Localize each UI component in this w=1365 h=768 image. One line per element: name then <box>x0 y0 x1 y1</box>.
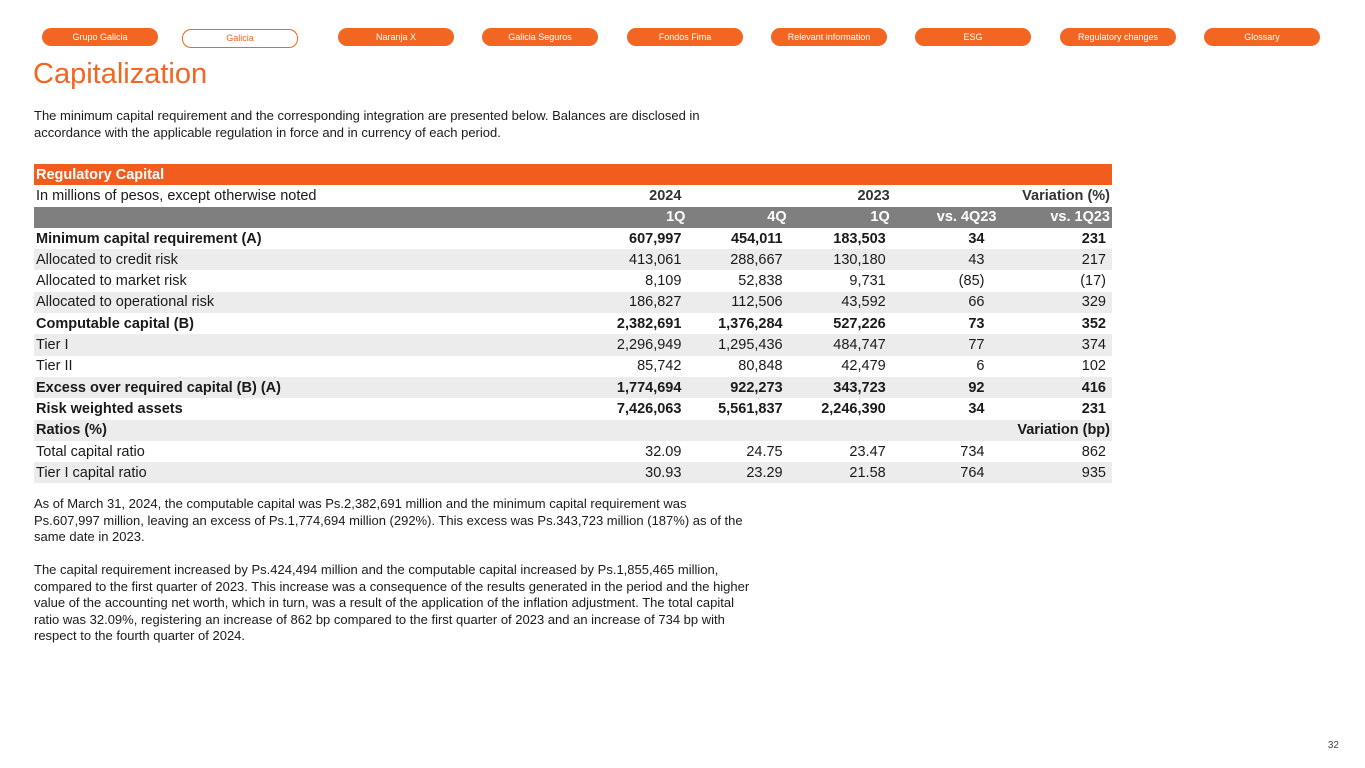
table-row <box>34 441 1112 462</box>
cell-vs-4q23: 43 <box>892 249 999 270</box>
cell-1q-2023: 42,479 <box>841 358 886 375</box>
units-label: In millions of pesos, except otherwise noted <box>34 185 590 206</box>
cell-vs-4q23: 764 <box>892 462 999 483</box>
cell-1q-2024: 8,109 <box>645 273 682 290</box>
col-1q-2023: 1Q <box>789 207 892 228</box>
cell-4q-2023: 52,838 <box>738 273 783 290</box>
cell-vs-1q23: 374 <box>998 334 1112 355</box>
row-label: Allocated to operational risk <box>34 292 590 313</box>
cell-vs-1q23: 935 <box>998 462 1112 483</box>
nav-galicia-seguros[interactable]: Galicia Seguros <box>482 28 598 46</box>
cell-1q-2023: 21.58 <box>789 462 892 483</box>
cell-1q-2023: 23.47 <box>849 443 886 460</box>
cell-vs-1q23: 217 <box>998 249 1112 270</box>
cell-vs-4q23: 66 <box>892 292 999 313</box>
cell-1q-2023: 43,592 <box>789 292 892 313</box>
cell-4q-2023: 288,667 <box>687 249 788 270</box>
cell-1q-2024: 85,742 <box>637 358 682 375</box>
table-row <box>34 292 1112 313</box>
cell-1q-2024: 32.09 <box>645 443 682 460</box>
year-2023-header: 2023 <box>789 185 892 206</box>
cell-1q-2023: 343,723 <box>789 377 892 398</box>
nav-glossary[interactable]: Glossary <box>1204 28 1320 46</box>
cell-4q-2023: 112,506 <box>687 292 788 313</box>
top-navigation <box>42 28 1322 48</box>
note-paragraph-1: As of March 31, 2024, the computable capital was Ps.2,382,691 million and the minimum capital requirement was Ps.607,997 million, leaving an excess of Ps.1,774,694 million (292%). This excess was Ps.343,723 million (187%) as of the same date in 2023. <box>34 496 743 544</box>
page-title: Capitalization <box>33 58 208 90</box>
table-row <box>34 356 1112 377</box>
cell-vs-4q23: 34 <box>968 400 985 417</box>
row-label: Excess over required capital (B) (A) <box>34 377 590 398</box>
note-paragraph-2: The capital requirement increased by Ps.424,494 million and the computable capital increased by Ps.1,855,465 million, compared to the first quarter of 2023. This increase was a consequence of the results generated in the period and the higher value of the accounting net worth, which in turn, was a result of the application of the inflation adjustment. The total capital ratio was 32.09%, registering an increase of 862 bp compared to the first quarter of 2023 and an increase of 734 bp with respect to the fourth quarter of 2024. <box>34 562 750 643</box>
nav-regulatory-changes[interactable]: Regulatory changes <box>1060 28 1176 46</box>
row-label: Allocated to credit risk <box>34 249 590 270</box>
row-label: Allocated to market risk <box>36 273 187 290</box>
year-2024-header: 2024 <box>590 185 687 206</box>
cell-4q-2023: 922,273 <box>687 377 788 398</box>
cell-vs-4q23: 734 <box>960 443 985 460</box>
nav-relevant-information[interactable]: Relevant information <box>771 28 887 46</box>
cell-1q-2023: 527,226 <box>833 315 886 332</box>
cell-vs-4q23: 92 <box>892 377 999 398</box>
cell-1q-2024: 1,774,694 <box>590 377 687 398</box>
nav-fondos-fima[interactable]: Fondos Fima <box>627 28 743 46</box>
cell-vs-1q23: 416 <box>998 377 1112 398</box>
col-vs-4q23: vs. 4Q23 <box>892 207 999 228</box>
row-label: Tier II <box>36 358 73 375</box>
table-row <box>34 334 1112 355</box>
cell-1q-2024: 2,296,949 <box>590 334 687 355</box>
cell-1q-2024: 30.93 <box>590 462 687 483</box>
table-row <box>34 270 1112 291</box>
ratios-variation-label: Variation (bp) <box>998 420 1112 441</box>
nav-esg[interactable]: ESG <box>915 28 1031 46</box>
cell-4q-2023: 24.75 <box>746 443 783 460</box>
cell-vs-4q23: (85) <box>958 273 985 290</box>
cell-vs-1q23: 231 <box>1081 400 1106 417</box>
cell-4q-2023: 5,561,837 <box>718 400 783 417</box>
row-label: Minimum capital requirement (A) <box>36 230 262 247</box>
cell-1q-2024: 2,382,691 <box>616 315 682 332</box>
intro-paragraph: The minimum capital requirement and the corresponding integration are presented below. Balances are disclosed in accordance with the applicable regulation in force and in currency of each period. <box>34 108 700 140</box>
cell-1q-2024: 607,997 <box>629 230 682 247</box>
table-body <box>34 228 1112 420</box>
table-title: Regulatory Capital <box>34 164 1112 185</box>
cell-1q-2024: 413,061 <box>590 249 687 270</box>
col-vs-1q23: vs. 1Q23 <box>998 207 1112 228</box>
row-label: Tier I capital ratio <box>34 462 590 483</box>
cell-1q-2024: 7,426,063 <box>616 400 682 417</box>
nav-galicia[interactable]: Galicia <box>182 29 298 48</box>
cell-vs-1q23: 352 <box>1081 315 1106 332</box>
table-header-row <box>34 185 1112 206</box>
cell-1q-2023: 484,747 <box>789 334 892 355</box>
row-label: Tier I <box>34 334 590 355</box>
cell-vs-4q23: 34 <box>968 230 985 247</box>
nav-grupo-galicia[interactable]: Grupo Galicia <box>42 28 158 46</box>
nav-naranja-x[interactable]: Naranja X <box>338 28 454 46</box>
table-row <box>34 398 1112 419</box>
cell-1q-2024: 186,827 <box>590 292 687 313</box>
row-label: Total capital ratio <box>36 443 145 460</box>
table-title-row <box>34 164 1112 185</box>
cell-vs-4q23: 77 <box>892 334 999 355</box>
cell-1q-2023: 2,246,390 <box>821 400 886 417</box>
cell-4q-2023: 454,011 <box>730 230 783 247</box>
table-row <box>34 249 1112 270</box>
cell-vs-4q23: 6 <box>976 358 985 375</box>
col-1q-2024: 1Q <box>590 207 687 228</box>
table-row <box>34 377 1112 398</box>
variation-header: Variation (%) <box>998 185 1112 206</box>
table-subheader-row <box>34 207 1112 228</box>
cell-vs-4q23: 73 <box>968 315 985 332</box>
row-label: Computable capital (B) <box>36 315 194 332</box>
ratios-header-row <box>34 420 1112 441</box>
cell-vs-1q23: (17) <box>1080 273 1106 290</box>
cell-4q-2023: 1,295,436 <box>687 334 788 355</box>
cell-1q-2023: 183,503 <box>833 230 886 247</box>
cell-4q-2023: 80,848 <box>738 358 783 375</box>
regulatory-capital-table <box>34 164 1112 483</box>
cell-4q-2023: 1,376,284 <box>718 315 783 332</box>
cell-1q-2023: 130,180 <box>789 249 892 270</box>
table-row <box>34 462 1112 483</box>
ratios-label: Ratios (%) <box>34 420 590 441</box>
cell-vs-1q23: 231 <box>1081 230 1106 247</box>
notes <box>34 496 754 661</box>
col-4q-2023: 4Q <box>687 207 788 228</box>
ratios-body <box>34 441 1112 484</box>
cell-vs-1q23: 102 <box>1081 358 1106 375</box>
cell-vs-1q23: 862 <box>1081 443 1106 460</box>
cell-4q-2023: 23.29 <box>687 462 788 483</box>
row-label: Risk weighted assets <box>36 400 183 417</box>
table-row <box>34 228 1112 249</box>
page-number: 32 <box>1327 740 1339 751</box>
table-row <box>34 313 1112 334</box>
cell-1q-2023: 9,731 <box>849 273 886 290</box>
cell-vs-1q23: 329 <box>998 292 1112 313</box>
